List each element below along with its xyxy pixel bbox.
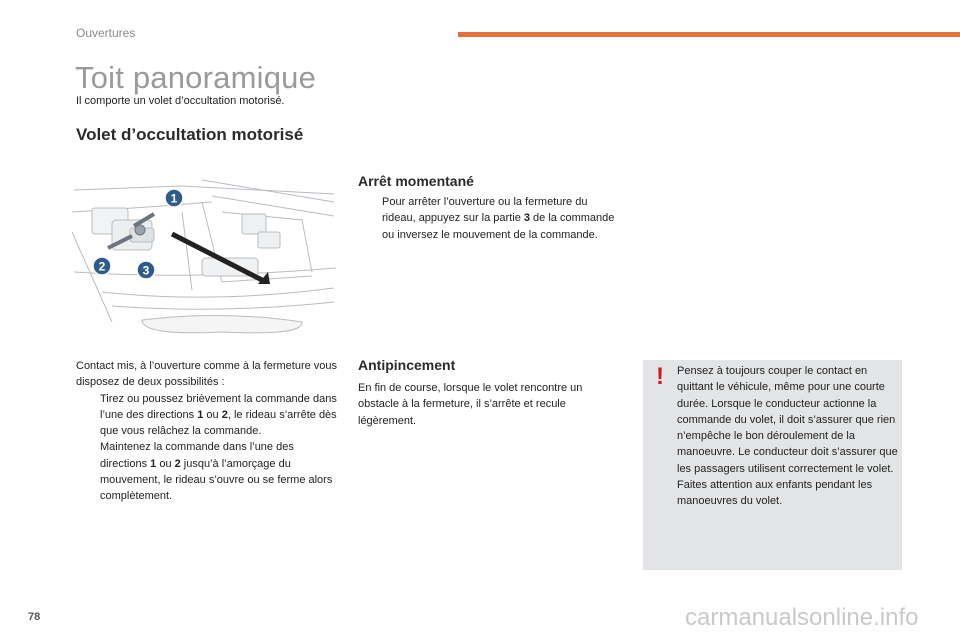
antipincement-heading: Antipincement: [358, 357, 456, 373]
callout-3: 3: [142, 263, 150, 278]
arret-bullet: [358, 194, 624, 243]
left-intro: Contact mis, à l’ouverture comme à la fermeture vous disposez de deux possibilités :: [76, 360, 338, 389]
warning-text: Pensez à toujours couper le contact en quittant le véhicule, même pour une courte durée. Lorsque le conducteur actionne la commande du volet, il doit s’assurer que rien n’empêche le bon déroulement de la manoeuvre. Le conducteur doit s’assurer que les passagers utilisent correctement le volet. Faites attention aux enfants pendant les manoeuvres du volet.: [677, 365, 898, 508]
bullet-item-1: [76, 391, 338, 440]
section-label: Ouvertures: [76, 26, 136, 40]
bullet-item-2: [76, 439, 338, 504]
bullet-2-text: Maintenez la commande dans l’une des directions 1 ou 2 jusqu’à l’amorçage du mouvement, le rideau s’ouvre ou se ferme alors complètement.: [100, 441, 333, 503]
callout-1: 1: [170, 191, 178, 206]
page-intro: Il comporte un volet d’occultation motorisé.: [76, 95, 285, 107]
section-heading: Volet d’occultation motorisé: [76, 125, 304, 144]
page-title: Toit panoramique: [75, 60, 317, 95]
watermark: carmanualsonline.info: [685, 604, 919, 631]
arret-heading: Arrêt momentané: [358, 173, 474, 189]
bullet-icon: [76, 391, 100, 440]
left-column: [76, 358, 338, 505]
page-number: 78: [28, 611, 41, 623]
warning-icon: !: [656, 363, 664, 390]
header-accent-bar: [458, 32, 960, 37]
bullet-icon: [76, 439, 100, 504]
callout-2: 2: [98, 259, 106, 274]
arret-text: Pour arrêter l’ouverture ou la fermeture du rideau, appuyez sur la partie 3 de la commande ou inversez le mouvement de la commande.: [382, 196, 615, 241]
antipincement-text: En fin de course, lorsque le volet rencontre un obstacle à la fermeture, il s’arrête et recule légèrement.: [358, 382, 583, 427]
bullet-icon: [358, 194, 382, 243]
roof-control-illustration: [72, 172, 338, 342]
bullet-1-text: Tirez ou poussez brièvement la commande dans l’une des directions 1 ou 2, le rideau s’arrête dès que vous relâchez la commande.: [100, 392, 337, 438]
